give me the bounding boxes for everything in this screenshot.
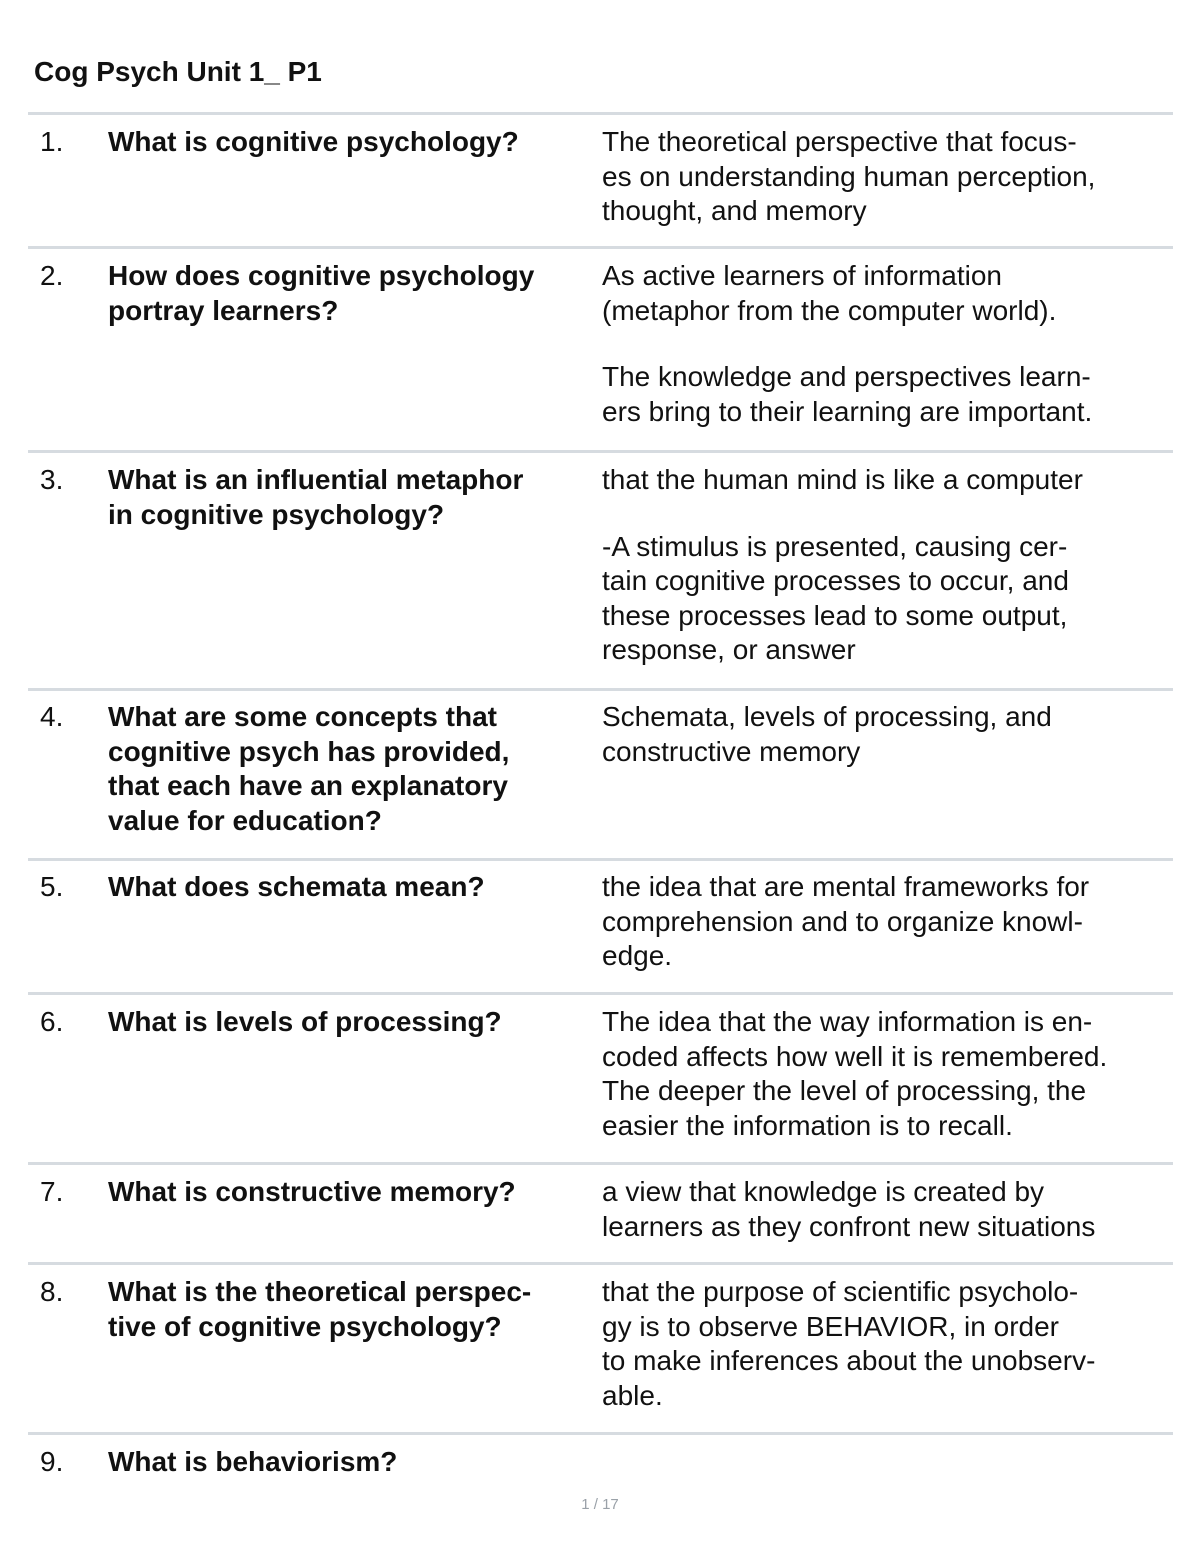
card-number: 2.: [40, 260, 64, 291]
answer-line: these processes lead to some output,: [602, 599, 1068, 631]
answer-line: -A stimulus is presented, causing cer-: [602, 530, 1068, 562]
answer-line: learners as they confront new situations: [602, 1210, 1096, 1242]
question-line: What is an influential metaphor: [108, 464, 524, 495]
page-counter: 1 / 17: [581, 1496, 619, 1513]
question-line: How does cognitive psychology: [108, 260, 535, 291]
answer-line: The theoretical perspective that focus-: [602, 126, 1077, 157]
answer-paragraph: [602, 1005, 1107, 1143]
row-divider: [28, 246, 1173, 249]
card-answer: [602, 1175, 1095, 1244]
row-divider: [28, 1432, 1173, 1435]
card-number: 8.: [40, 1276, 64, 1307]
answer-paragraph: [602, 360, 1092, 429]
answer-line: The knowledge and perspectives learn-: [602, 361, 1091, 392]
question-line: portray learners?: [108, 294, 339, 326]
question-line: What is levels of processing?: [108, 1006, 502, 1037]
card-question: [108, 1445, 397, 1480]
question-line: What are some concepts that: [108, 701, 497, 732]
page-title: Cog Psych Unit 1_ P1: [34, 56, 322, 87]
answer-paragraph: [602, 125, 1095, 229]
answer-paragraph: [602, 1275, 1095, 1413]
answer-line: a view that knowledge is created by: [602, 1176, 1045, 1207]
question-line: value for education?: [108, 804, 382, 836]
card-number: 5.: [40, 871, 64, 902]
answer-paragraph: [602, 1175, 1095, 1244]
answer-line: (metaphor from the computer world).: [602, 294, 1057, 326]
answer-line: coded affects how well it is remembered.: [602, 1040, 1108, 1072]
question-line: cognitive psych has provided,: [108, 735, 510, 767]
card-question: [108, 1005, 502, 1040]
card-question: [108, 870, 485, 905]
answer-line: edge.: [602, 940, 673, 971]
answer-paragraph: [602, 463, 1083, 498]
card-question: [108, 125, 519, 160]
row-divider: [28, 688, 1173, 691]
question-line: What is the theoretical perspec-: [108, 1276, 532, 1307]
row-divider: [28, 1162, 1173, 1165]
question-line: in cognitive psychology?: [108, 498, 445, 530]
answer-line: es on understanding human perception,: [602, 160, 1096, 192]
card-number: 7.: [40, 1176, 64, 1207]
answer-line: The deeper the level of processing, the: [602, 1075, 1087, 1106]
card-question: [108, 700, 509, 838]
row-divider: [28, 450, 1173, 453]
card-question: [108, 259, 534, 328]
card-question: [108, 463, 523, 532]
card-number: 6.: [40, 1006, 64, 1037]
answer-line: constructive memory: [602, 735, 861, 767]
card-answer: [602, 1275, 1095, 1413]
answer-line: that the purpose of scientific psycholo-: [602, 1276, 1079, 1307]
card-answer: [602, 125, 1095, 229]
answer-line: thought, and memory: [602, 195, 867, 226]
answer-line: As active learners of information: [602, 260, 1002, 291]
card-number: 4.: [40, 701, 64, 732]
card-number: 1.: [40, 126, 64, 157]
answer-line: tain cognitive processes to occur, and: [602, 565, 1069, 596]
question-line: What does schemata mean?: [108, 871, 485, 902]
card-number: 3.: [40, 464, 64, 495]
answer-line: that the human mind is like a computer: [602, 464, 1083, 495]
card-question: [108, 1175, 516, 1210]
answer-line: ers bring to their learning are important.: [602, 395, 1093, 427]
answer-paragraph: [602, 700, 1052, 769]
question-line: tive of cognitive psychology?: [108, 1310, 502, 1342]
card-answer: [602, 259, 1092, 429]
answer-line: to make inferences about the unobserv-: [602, 1345, 1096, 1376]
card-answer: [602, 700, 1052, 769]
answer-line: able.: [602, 1379, 663, 1411]
question-line: What is behaviorism?: [108, 1446, 398, 1477]
answer-paragraph: [602, 530, 1083, 668]
question-line: that each have an explanatory: [108, 770, 508, 801]
answer-line: easier the information is to recall.: [602, 1109, 1013, 1141]
answer-line: the idea that are mental frameworks for: [602, 871, 1090, 902]
row-divider: [28, 1262, 1173, 1265]
answer-line: Schemata, levels of processing, and: [602, 701, 1052, 732]
answer-paragraph: [602, 870, 1089, 974]
row-divider: [28, 858, 1173, 861]
answer-line: The idea that the way information is en-: [602, 1006, 1093, 1037]
row-divider: [28, 992, 1173, 995]
question-line: What is cognitive psychology?: [108, 126, 519, 157]
answer-line: comprehension and to organize knowl-: [602, 905, 1083, 937]
question-line: What is constructive memory?: [108, 1176, 516, 1207]
card-answer: [602, 1005, 1107, 1143]
card-question: [108, 1275, 531, 1344]
answer-line: response, or answer: [602, 634, 856, 665]
card-number: 9.: [40, 1446, 64, 1477]
row-divider: [28, 112, 1173, 115]
card-answer: [602, 463, 1083, 668]
answer-line: gy is to observe BEHAVIOR, in order: [602, 1310, 1059, 1342]
card-answer: [602, 870, 1089, 974]
answer-paragraph: [602, 259, 1092, 328]
